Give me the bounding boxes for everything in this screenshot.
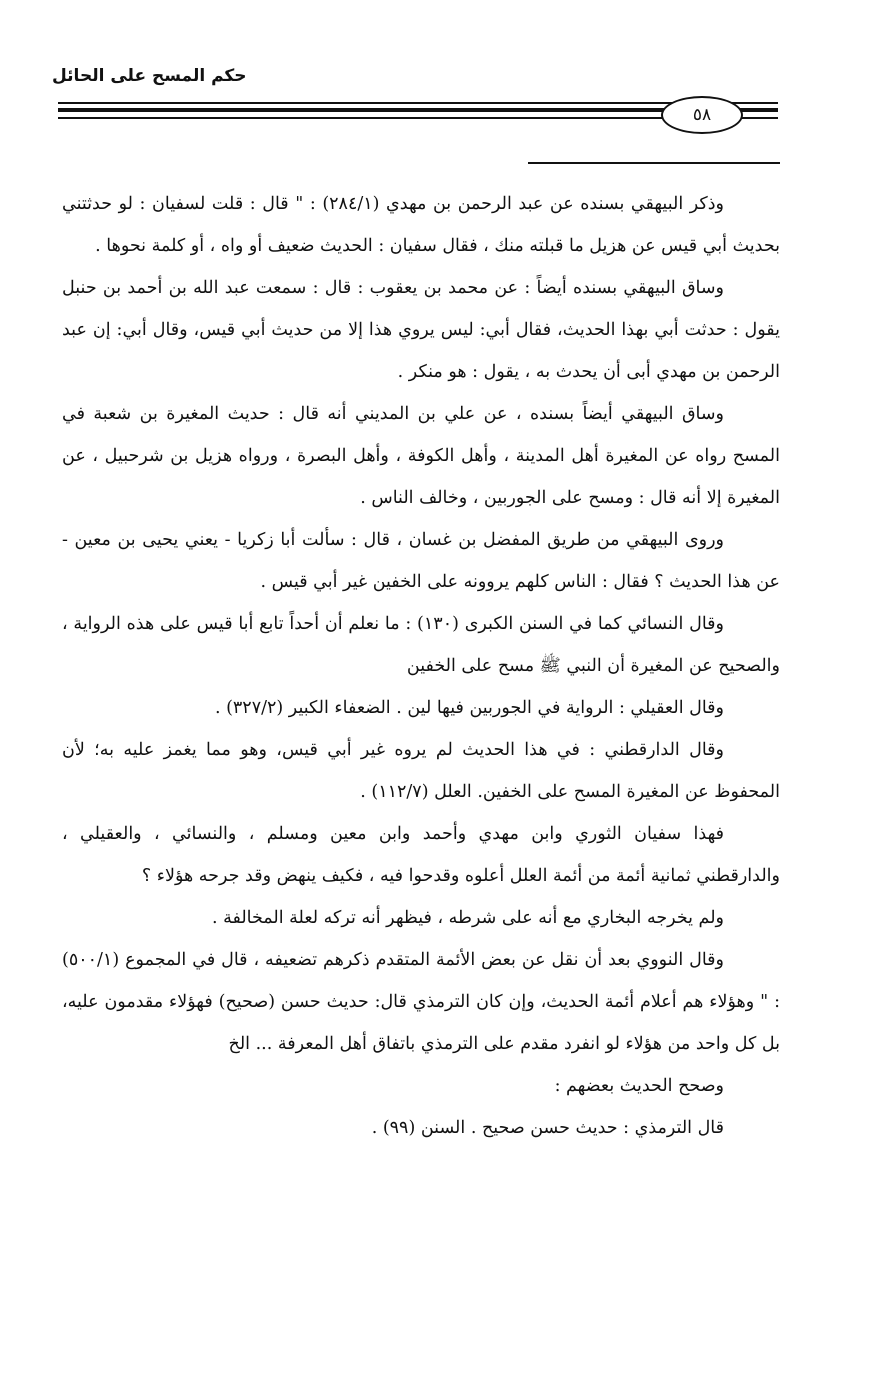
page-number: ٥٨ [661,96,743,134]
body-text [62,183,780,1149]
paragraph: وصحح الحديث بعضهم : [554,1076,724,1096]
paragraph: وقال الدارقطني : في هذا الحديث لم يروه غير أبي قيس، وهو مما يغمز عليه به؛ لأن المحفوظ عن المغيرة المسح على الخفين. العلل (١١٢/٧) . [62,740,780,802]
separator-rule [528,162,780,164]
paragraph: فهذا سفيان الثوري وابن مهدي وأحمد وابن معين ومسلم ، والنسائي ، والعقيلي ، والدارقطني ثمانية أئمة من أئمة العلل أعلوه وقدحوا فيه ، فكيف ينهض وقد جرحه هؤلاء ؟ [62,824,780,886]
paragraph: وساق البيهقي بسنده أيضاً : عن محمد بن يعقوب : قال : سمعت عبد الله بن أحمد بن حنبل يقول : حدثت أبي بهذا الحديث، فقال أبي: ليس يروي هذا إلا من حديث أبي قيس، وقال أبي: إن عبد الرحمن بن مهدي أبى أن يحدث به ، يقول : هو منكر . [62,278,780,382]
running-title: حكم المسح على الحائل [52,66,247,86]
paragraph: وساق البيهقي أيضاً بسنده ، عن علي بن المديني أنه قال : حديث المغيرة بن شعبة في المسح رواه عن المغيرة أهل المدينة ، وأهل الكوفة ، وأهل البصرة ، ورواه هزيل بن شرحبيل ، عن المغيرة إلا أنه قال : ومسح على الجوربين ، وخالف الناس . [62,404,780,508]
paragraph: وقال النسائي كما في السنن الكبرى (١٣٠) : ما نعلم أن أحداً تابع أبا قيس على هذه الرواية ، والصحيح عن المغيرة أن النبي ﷺ مسح على الخفين [62,614,780,676]
paragraph: وقال العقيلي : الرواية في الجوربين فيها لين . الضعفاء الكبير (٣٢٧/٢) . [214,698,724,718]
paragraph: وروى البيهقي من طريق المفضل بن غسان ، قال : سألت أبا زكريا - يعني يحيى بن معين - عن هذا الحديث ؟ فقال : الناس كلهم يروونه على الخفين غير أبي قيس . [62,530,780,592]
paragraph: وقال النووي بعد أن نقل عن بعض الأئمة المتقدم ذكرهم تضعيفه ، قال في المجموع (٥٠٠/١) : " وهؤلاء هم أعلام أئمة الحديث، وإن كان الترمذي قال: حديث حسن (صحيح) فهؤلاء مقدمون عليه، بل كل واحد من هؤلاء لو انفرد مقدم على الترمذي باتفاق أهل المعرفة ... الخ [62,950,780,1054]
paragraph: ولم يخرجه البخاري مع أنه على شرطه ، فيظهر أنه تركه لعلة المخالفة . [211,908,724,928]
paragraph: وذكر البيهقي بسنده عن عبد الرحمن بن مهدي (٢٨٤/١) : " قال : قلت لسفيان : لو حدثتني بحديث أبي قيس عن هزيل ما قبلته منك ، فقال سفيان : الحديث ضعيف أو واه ، أو كلمة نحوها . [62,194,780,256]
paragraph: قال الترمذي : حديث حسن صحيح . السنن (٩٩) . [371,1118,724,1138]
